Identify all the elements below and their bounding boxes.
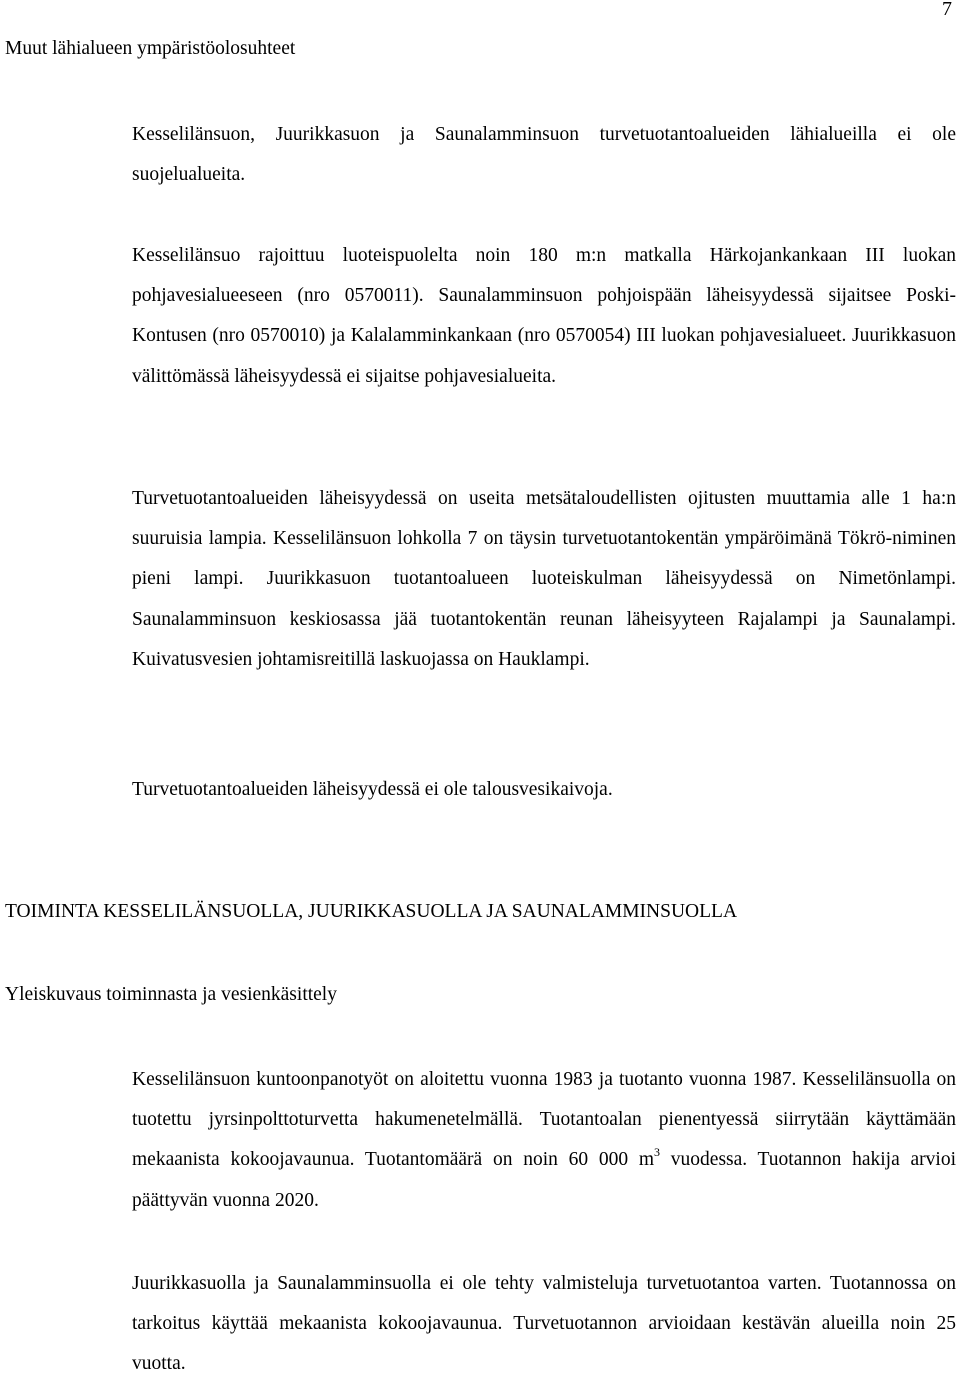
production-text: Kesselilänsuon kuntoonpanotyöt on aloitettu vuonna 1983 ja tuotanto vuonna 1987. Kesselilänsuolla on tuotettu jyrsinpolttoturvetta hakumenetelmällä. Tuotantoalan pienentyessä siirrytään käyttämään mekaanista kokoojavaunua. Tuotantomäärä on noin 60 000 m [132, 1069, 956, 1171]
cubic-superscript: 3 [654, 1145, 661, 1160]
paragraph-preparation-plans: Juurikkasuolla ja Saunalamminsuolla ei ole tehty valmisteluja turvetuotantoa varten. Tuotannossa on tarkoitus käyttää mekaanista kokoojavaunua. Turvetuotannon arvioidaan kestävän alueilla noin 25 vuotta. [132, 1273, 956, 1375]
section-heading-overview: Yleiskuvaus toiminnasta ja vesienkäsittely [5, 984, 337, 1005]
paragraph-ponds: Turvetuotantoalueiden läheisyydessä on useita metsätaloudellisten ojitusten muuttamia alle 1 ha:n suuruisia lampia. Kesselilänsuon lohkolla 7 on täysin turvetuotantokentän ympäröimänä Tökrö-niminen pieni lampi. Juurikkasuon tuotantoalueen luoteiskulman läheisyydessä on Nimetönlampi. Saunalamminsuon keskiosassa jää tuotantokentän reunan läheisyyteen Rajalampi ja Saunalampi. Kuivatusvesien johtamisreitillä laskuojassa on Hauklampi. [132, 488, 956, 670]
paragraph-groundwater-areas: Kesselilänsuo rajoittuu luoteispuolelta noin 180 m:n matkalla Härkojankankaan III luokan pohjavesialueeseen (nro 0570011). Saunalamminsuon pohjoispään läheisyydessä sijaitsee Poski-Kontusen (nro 0570010) ja Kalalamminkankaan (nro 0570054) III luokan pohjavesialueet. Juurikkasuon välittömässä läheisyydessä ei sijaitse pohjavesialueita. [132, 245, 956, 387]
section-heading-activity: TOIMINTA KESSELILÄNSUOLLA, JUURIKKASUOLLA JA SAUNALAMMINSUOLLA [5, 901, 738, 922]
page-number: 7 [942, 0, 952, 20]
paragraph-production [132, 1060, 956, 1221]
section-heading-surroundings: Muut lähialueen ympäristöolosuhteet [5, 38, 296, 59]
production-tail-text: vuodessa. Tuotannon hakija arvioi päättyvän vuonna 2020. [132, 1149, 956, 1211]
paragraph-wells: Turvetuotantoalueiden läheisyydessä ei ole talousvesikaivoja. [132, 779, 613, 800]
paragraph-protection-areas: Kesselilänsuon, Juurikkasuon ja Saunalamminsuon turvetuotantoalueiden lähialueilla ei ole suojelualueita. [132, 124, 956, 186]
